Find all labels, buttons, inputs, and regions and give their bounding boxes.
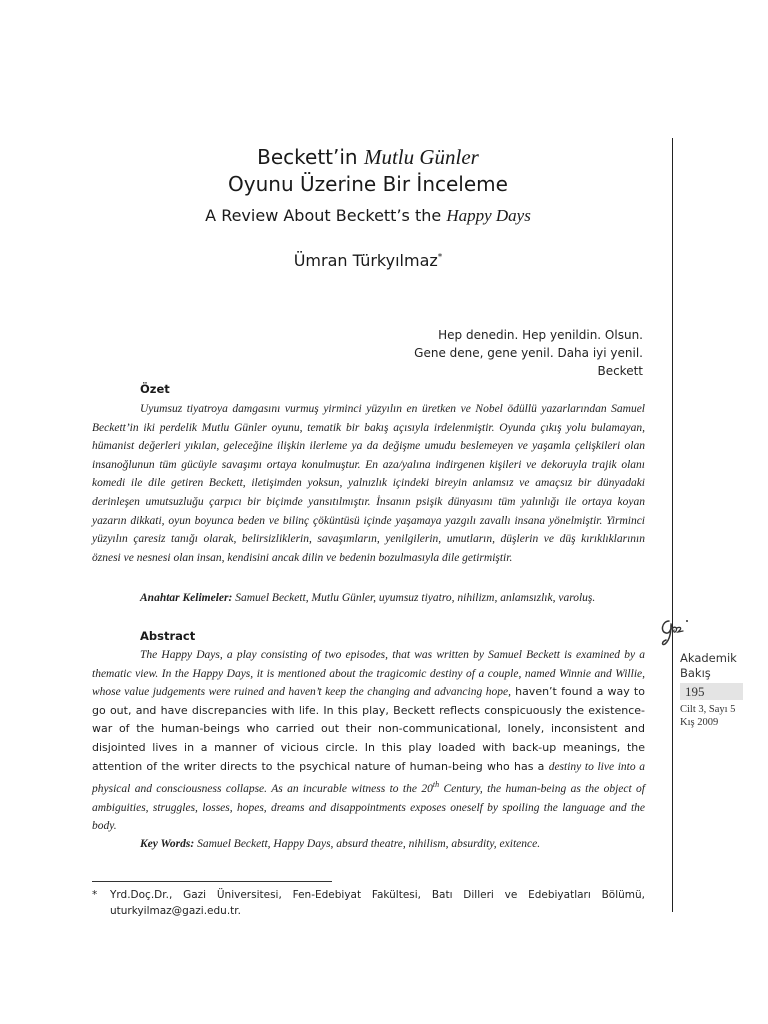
epigraph — [414, 326, 643, 380]
title-block — [92, 144, 644, 270]
page-number: 195 — [685, 684, 705, 699]
abstract-keywords: Key Words: Samuel Beckett, Happy Days, absurd theatre, nihilism, absurdity, exitence. — [140, 838, 541, 850]
title-play-name: Mutlu Günler — [363, 145, 479, 169]
ozet-text: Uyumsuz tiyatroya damgasını vurmuş yirminci yüzyılın en üretken ve Nobel ödüllü yazarlarından Samuel Beckett’in iki perdelik Mutlu Günler oyunu, tematik bir bakış açısıyla irdelenmiştir. Oyunda çıkış yolu bulamayan, hümanist değerleri yıkılan, geleceğine ilişkin ilerleme ya da değişme umudu beslemeyen ve yaşamla çelişkileri olan insanoğlunun tüm gücüyle savaşımı ortaya konulmuştur. En aza/yalına indirgenen kişileri ve dekoruyla trajik olanı komedi ile dile getiren Beckett, iletişimden yoksun, yalnızlık içindeki bireyin anlamsız ve amaçsız bir dünyadaki derinleşen umutsuzluğu çarpıcı bir biçimde yansıtılmıştır. İnsanın psişik dünyasını tüm yalınlığı ile ortaya koyan yazarın dikkati, oyun boyunca beden ve bilinç çöküntüsü içinde yaşamaya yazgılı zavallı insana yönelmiştir. Yirminci yüzyılın çaresiz tanığı olarak, belirsizliklerin, savaşımların, yenilgilerin, umutların, düşlerin ve düş kırıklıklarının öznesi ve nesnesi olan insan, kendisini ancak dilin ve bedenin bozulmasıyla dile getirmiştir. — [92, 403, 645, 564]
footnote-divider — [92, 881, 332, 882]
footnote-text[interactable]: Yrd.Doç.Dr., Gazi Üniversitesi, Fen-Edebiyat Fakültesi, Batı Dilleri ve Edebiyatları Bölümü, uturkyilmaz@gazi.edu.tr. — [110, 889, 645, 917]
ozet-keywords-label: Anahtar Kelimeler: — [140, 592, 233, 604]
volume-issue: Cilt 3, Sayı 5 — [680, 704, 736, 715]
author-name: Ümran Türkyılmaz* — [293, 251, 443, 270]
ozet-heading: Özet — [140, 382, 170, 396]
english-title: A Review About Beckett’s the Happy Days — [205, 206, 531, 225]
issue-info — [680, 704, 735, 729]
epigraph-line-2: Gene dene, gene yenil. Daha iyi yenil. — [414, 346, 643, 360]
title-line-1: Beckett’in Mutlu Günler — [257, 145, 479, 169]
title-line-2: Oyunu Üzerine Bir İnceleme — [228, 172, 508, 196]
abstract-keywords-label: Key Words: — [140, 838, 195, 850]
author-footnote-mark[interactable]: * — [437, 252, 443, 263]
journal-name: Akademik Bakış — [680, 651, 737, 680]
footnote-mark: * — [92, 889, 98, 901]
epigraph-line-1: Hep denedin. Hep yenildin. Olsun. — [438, 328, 643, 342]
sidebar-divider — [672, 138, 673, 912]
epigraph-attribution: Beckett — [597, 364, 643, 378]
footnote — [92, 887, 645, 919]
gazi-logo-icon — [657, 615, 691, 647]
ozet-keywords: Anahtar Kelimeler: Samuel Beckett, Mutlu Günler, uyumsuz tiyatro, nihilizm, anlamsızlık, varoluş. — [140, 592, 596, 604]
abstract-text: The Happy Days, a play consisting of two episodes, that was written by Samuel Beckett is examined by a thematic view. In the Happy Days, it is mentioned about the tragicomic destiny of a couple, named Winnie and Willie, whose value judgements were ruined and haven’t keep the changing and advancing hope, haven’t found a way to go out, and have discrepancies with life. In this play, Beckett reflects conspicuously the existence-war of the human-beings who carried out their non-communicational, lonely, inconsistent and disjointed lives in a manner of vicious circle. In this play loaded with back-up meanings, the attention of the writer directs to the psychical nature of human-being who has a destiny to live into a physical and consciousness collapse. As an incurable witness to the 20th Century, the human-being as the object of ambiguities, struggles, losses, hopes, dreams and disappointments exposes oneself by spoiling the language and the body. — [92, 649, 645, 833]
season-year: Kış 2009 — [680, 716, 719, 728]
abstract-heading: Abstract — [140, 629, 196, 643]
